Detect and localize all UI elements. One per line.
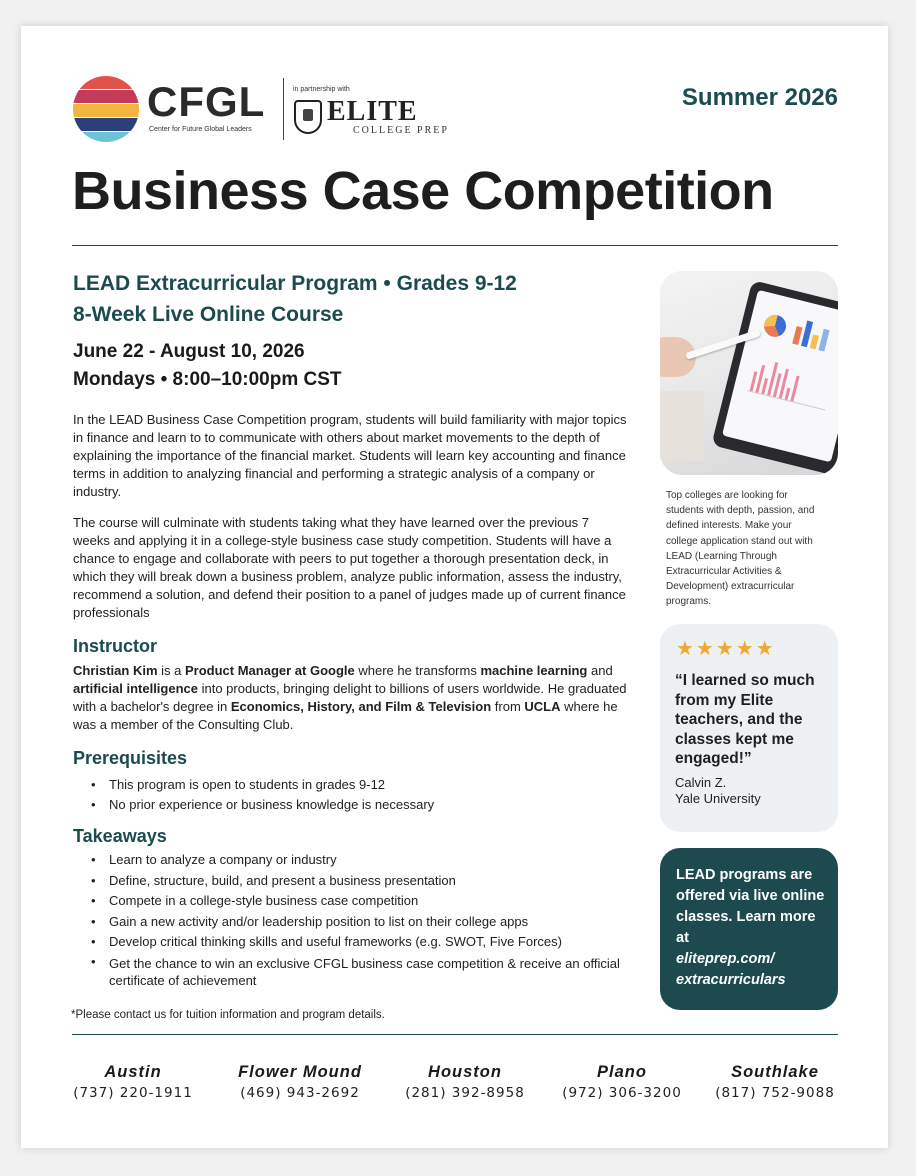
program-schedule: Mondays • 8:00–10:00pm CST bbox=[73, 369, 342, 390]
location-city: Austin bbox=[104, 1063, 162, 1081]
author-school: Yale University bbox=[675, 791, 761, 806]
tuition-note: *Please contact us for tuition information and program details. bbox=[71, 1009, 385, 1021]
bio-text: and bbox=[587, 663, 613, 678]
elite-shield-icon bbox=[294, 100, 322, 134]
bio-text: is a bbox=[157, 663, 185, 678]
program-dates: June 22 - August 10, 2026 bbox=[73, 341, 305, 362]
list-item: • Compete in a college-style business case competition bbox=[109, 891, 629, 912]
cta-text bbox=[676, 865, 832, 991]
location-phone[interactable]: (469) 943-2692 bbox=[240, 1085, 360, 1101]
flyer-page bbox=[21, 26, 888, 1148]
intro-paragraph-2: The course will culminate with students taking what they have learned over the previous 7 weeks and applying it in a college-style business case study competition. Students will have a chance to engage and collaborate with peers to put together a thorough presentation deck, in which they will break down a business problem, analyze public information, assess the industry, recommend a solution, and defend their position to a panel of judges made up of current finance professionals bbox=[73, 515, 626, 620]
location-southlake bbox=[695, 1063, 855, 1101]
mini-chart-icon bbox=[747, 351, 835, 410]
location-phone[interactable]: (737) 220-1911 bbox=[73, 1085, 193, 1101]
location-houston bbox=[385, 1063, 545, 1101]
list-item: • No prior experience or business knowledge is necessary bbox=[109, 795, 629, 815]
list-item: • Get the chance to win an exclusive CFGL business case competition & receive an official certificate of achievement bbox=[109, 953, 629, 989]
testimonial-author bbox=[675, 775, 761, 807]
bio-text: where he was a member of the Consulting Club. bbox=[73, 699, 618, 732]
location-phone[interactable]: (281) 392-8958 bbox=[405, 1085, 525, 1101]
instructor-name: Christian Kim bbox=[73, 663, 158, 678]
cta-link[interactable]: eliteprep.com/ extracurriculars bbox=[676, 951, 786, 988]
location-city: Southlake bbox=[731, 1063, 819, 1081]
location-phone[interactable]: (972) 306-3200 bbox=[562, 1085, 682, 1101]
page-title: Business Case Competition bbox=[72, 161, 774, 221]
testimonial-quote: “I learned so much from my Elite teachers, and the classes kept me engaged!” bbox=[675, 672, 815, 767]
program-line-1: LEAD Extracurricular Program • Grades 9-12 bbox=[73, 272, 517, 295]
cta-card bbox=[660, 848, 838, 1010]
cup-shape bbox=[660, 391, 704, 461]
instructor-bio bbox=[73, 662, 629, 734]
elite-logo-subtitle: COLLEGE PREP bbox=[353, 125, 449, 136]
prerequisites-heading: Prerequisites bbox=[73, 748, 188, 768]
instructor-role: Product Manager at Google bbox=[184, 663, 355, 678]
list-item: • This program is open to students in grades 9-12 bbox=[109, 775, 629, 795]
location-city: Houston bbox=[428, 1063, 502, 1081]
elite-logo-text: ELITE bbox=[327, 96, 418, 127]
bio-text: where he transforms bbox=[354, 663, 481, 678]
footer-rule bbox=[72, 1034, 838, 1035]
cfgl-logo-icon bbox=[73, 76, 139, 142]
location-austin bbox=[53, 1063, 213, 1101]
prerequisites-list bbox=[73, 775, 629, 816]
program-line-2: 8-Week Live Online Course bbox=[73, 303, 344, 326]
instructor-heading: Instructor bbox=[73, 636, 158, 656]
list-item: • Define, structure, build, and present a business presentation bbox=[109, 871, 629, 892]
star-rating-icon: ★★★★★ bbox=[676, 638, 776, 660]
location-phone[interactable]: (817) 752-9088 bbox=[715, 1085, 835, 1101]
intro-paragraph-1: In the LEAD Business Case Competition program, students will build familiarity with major topics in finance and learn to to communicate with others about market movements to the depth of explaining the importance of the financial market. Students will learn key accounting and finance terms in addition to analyzing financial and performing a strategic analysis of a company or industry. bbox=[73, 412, 627, 499]
takeaways-list bbox=[73, 850, 629, 989]
bar-chart-icon bbox=[792, 314, 838, 355]
cfgl-logo-text: CFGL bbox=[147, 78, 266, 125]
cfgl-tagline: Center for Future Global Leaders bbox=[149, 126, 252, 133]
pie-chart-icon bbox=[762, 313, 789, 340]
takeaways-heading: Takeaways bbox=[73, 826, 167, 846]
tablet-screen bbox=[722, 290, 838, 463]
bio-bold: Economics, History, and Film & Television bbox=[230, 699, 492, 714]
location-plano bbox=[542, 1063, 702, 1101]
bio-bold: artificial intelligence bbox=[73, 681, 198, 696]
location-flower-mound bbox=[220, 1063, 380, 1101]
logo-divider bbox=[283, 78, 284, 140]
author-name: Calvin Z. bbox=[675, 775, 727, 790]
location-city: Plano bbox=[597, 1063, 647, 1081]
header-rule bbox=[72, 245, 838, 246]
list-item: • Develop critical thinking skills and useful frameworks (e.g. SWOT, Five Forces) bbox=[109, 932, 629, 953]
list-item: • Gain a new activity and/or leadership position to list on their college apps bbox=[109, 912, 629, 933]
cta-body: LEAD programs are offered via live online classes. Learn more at bbox=[676, 867, 825, 946]
season-label: Summer 2026 bbox=[681, 84, 838, 111]
testimonial-card bbox=[660, 624, 838, 832]
list-item: • Learn to analyze a company or industry bbox=[109, 850, 629, 871]
tablet-photo bbox=[660, 271, 838, 475]
bio-text: from bbox=[491, 699, 525, 714]
bio-bold: UCLA bbox=[524, 699, 561, 714]
bio-bold: machine learning bbox=[480, 663, 588, 678]
bio-text: into products, bringing delight to billions of users worldwide. He graduated with a bachelor's degree in bbox=[73, 681, 627, 714]
location-city: Flower Mound bbox=[238, 1063, 362, 1081]
partner-label: in partnership with bbox=[293, 86, 350, 93]
tablet-shape bbox=[711, 280, 838, 475]
sidebar-blurb: Top colleges are looking for students with depth, passion, and defined interests. Make your college application stand out with LEAD (Learning Through Extracurricular Activities & Development) extracurricular programs. bbox=[666, 490, 815, 608]
